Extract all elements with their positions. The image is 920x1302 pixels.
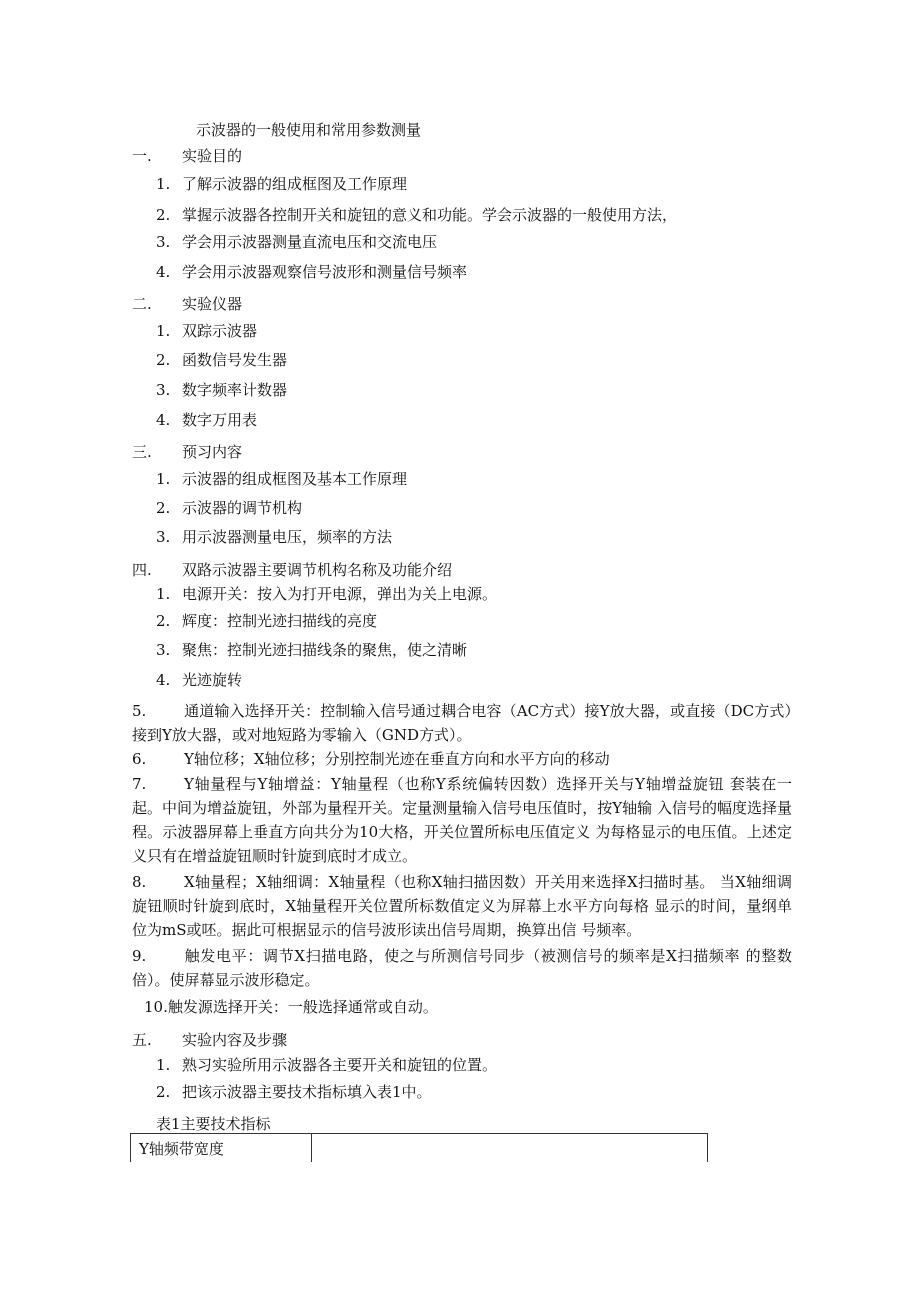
paragraph-number: 10. xyxy=(144,998,168,1016)
list-item-text: 示波器的组成框图及基本工作原理 xyxy=(182,470,408,488)
section-heading: 双路示波器主要调节机构名称及功能介绍 xyxy=(182,561,453,579)
list-item-number: 1. xyxy=(156,175,171,193)
paragraph-number: 6. xyxy=(132,750,147,768)
paragraph-number: 5. xyxy=(132,702,147,720)
paragraph-text: Y轴量程与Y轴增益：Y轴量程（也称Y系统偏转因数）选择开关与Y轴增益旋钮 套装在一起。中间为增益旋钮，外部为量程开关。定量测量输入信号电压值时，按Y轴输 入信号的幅度选择量程。示波器屏幕上垂直方向共分为10大格，开关位置所标电压值定义 为每格显示的电压值。上述定义只有在增益旋钮顺时针旋到底时才成立。 xyxy=(132,775,792,865)
list-item-text: 双踪示波器 xyxy=(182,322,258,340)
list-item-text: 聚焦：控制光迹扫描线条的聚焦，使之清晰 xyxy=(182,641,468,659)
list-item-text: 了解示波器的组成框图及工作原理 xyxy=(182,175,408,193)
paragraph-text: 触发电平：调节X扫描电路，使之与所测信号同步（被测信号的频率是X扫描频率 的整数倍）。使屏幕显示波形稳定。 xyxy=(132,947,792,989)
paragraph-item xyxy=(132,870,792,942)
list-item-text: 把该示波器主要技术指标填入表1中。 xyxy=(182,1083,432,1101)
list-item-number: 1. xyxy=(156,470,171,488)
list-item-text: 学会用示波器观察信号波形和测量信号频率 xyxy=(182,263,468,281)
list-item-number: 2. xyxy=(156,612,171,630)
section-number: 五. xyxy=(132,1031,152,1049)
paragraph-text: X轴量程；X轴细调：X轴量程（也称X轴扫描因数）开关用来选择X扫描时基。 当X轴细调旋钮顺时针旋到底时，X轴量程开关位置所标数值定义为屏幕上水平方向每格 显示的时间，量纲单位为mS或呸。据此可根据显示的信号波形读出信号周期，换算出信 号频率。 xyxy=(132,873,792,939)
section-heading: 实验目的 xyxy=(182,147,243,165)
list-item-text: 熟习实验所用示波器各主要开关和旋钮的位置。 xyxy=(182,1056,498,1074)
paragraph-number: 8. xyxy=(132,873,147,891)
list-item-number: 2. xyxy=(156,499,171,517)
section-number: 四. xyxy=(132,561,152,579)
paragraph-item xyxy=(144,998,438,1016)
list-item-text: 掌握示波器各控制开关和旋钮的意义和功能。学会示波器的一般使用方法， xyxy=(182,206,678,224)
section-heading: 实验仪器 xyxy=(182,295,243,313)
list-item-number: 3. xyxy=(156,381,171,399)
list-item-text: 数字频率计数器 xyxy=(182,381,288,399)
paragraph-item xyxy=(132,772,792,868)
list-item-text: 数字万用表 xyxy=(182,411,258,429)
list-item-number: 3. xyxy=(156,641,171,659)
list-item-number: 4. xyxy=(156,671,171,689)
list-item-number: 2. xyxy=(156,206,171,224)
list-item-number: 4. xyxy=(156,263,171,281)
list-item-text: 辉度：控制光迹扫描线的亮度 xyxy=(182,612,378,630)
list-item-number: 1. xyxy=(156,585,171,603)
paragraph-number: 9. xyxy=(132,947,147,965)
paragraph-text: Y轴位移；X轴位移；分别控制光迹在垂直方向和水平方向的移动 xyxy=(184,750,610,768)
paragraph-item xyxy=(132,747,792,771)
page-title: 示波器的一般使用和常用参数测量 xyxy=(196,121,422,139)
paragraph-text: 触发源选择开关：一般选择通常或自动。 xyxy=(167,998,438,1016)
table-cell-text: Y轴频带宽度 xyxy=(139,1140,224,1158)
list-item-text: 函数信号发生器 xyxy=(182,351,288,369)
table-value-cell[interactable] xyxy=(313,1134,707,1162)
list-item-number: 2. xyxy=(156,1083,171,1101)
list-item-number: 2. xyxy=(156,351,171,369)
list-item-text: 光迹旋转 xyxy=(182,671,243,689)
section-heading: 预习内容 xyxy=(182,443,243,461)
list-item-text: 学会用示波器测量直流电压和交流电压 xyxy=(182,233,438,251)
list-item-text: 示波器的调节机构 xyxy=(182,499,303,517)
list-item-text: 电源开关：按入为打开电源，弹出为关上电源。 xyxy=(182,585,498,603)
spec-table xyxy=(130,1133,708,1162)
paragraph-number: 7. xyxy=(132,775,147,793)
list-item-number: 3. xyxy=(156,233,171,251)
list-item-number: 1. xyxy=(156,322,171,340)
table-caption: 表1主要技术指标 xyxy=(156,1115,271,1133)
section-heading: 实验内容及步骤 xyxy=(182,1031,288,1049)
list-item-number: 4. xyxy=(156,411,171,429)
table-label-cell xyxy=(131,1134,312,1162)
section-number: 一. xyxy=(132,147,152,165)
section-number: 三. xyxy=(132,443,152,461)
list-item-text: 用示波器测量电压，频率的方法 xyxy=(182,528,393,546)
paragraph-item xyxy=(132,944,792,992)
paragraph-text: 通道输入选择开关：控制输入信号通过耦合电容（AC方式）接Y放大器，或直接（DC方式）接到Y放大器，或对地短路为零输入（GND方式）。 xyxy=(132,702,792,744)
paragraph-item xyxy=(132,699,792,747)
list-item-number: 3. xyxy=(156,528,171,546)
section-number: 二. xyxy=(132,295,152,313)
list-item-number: 1. xyxy=(156,1056,171,1074)
